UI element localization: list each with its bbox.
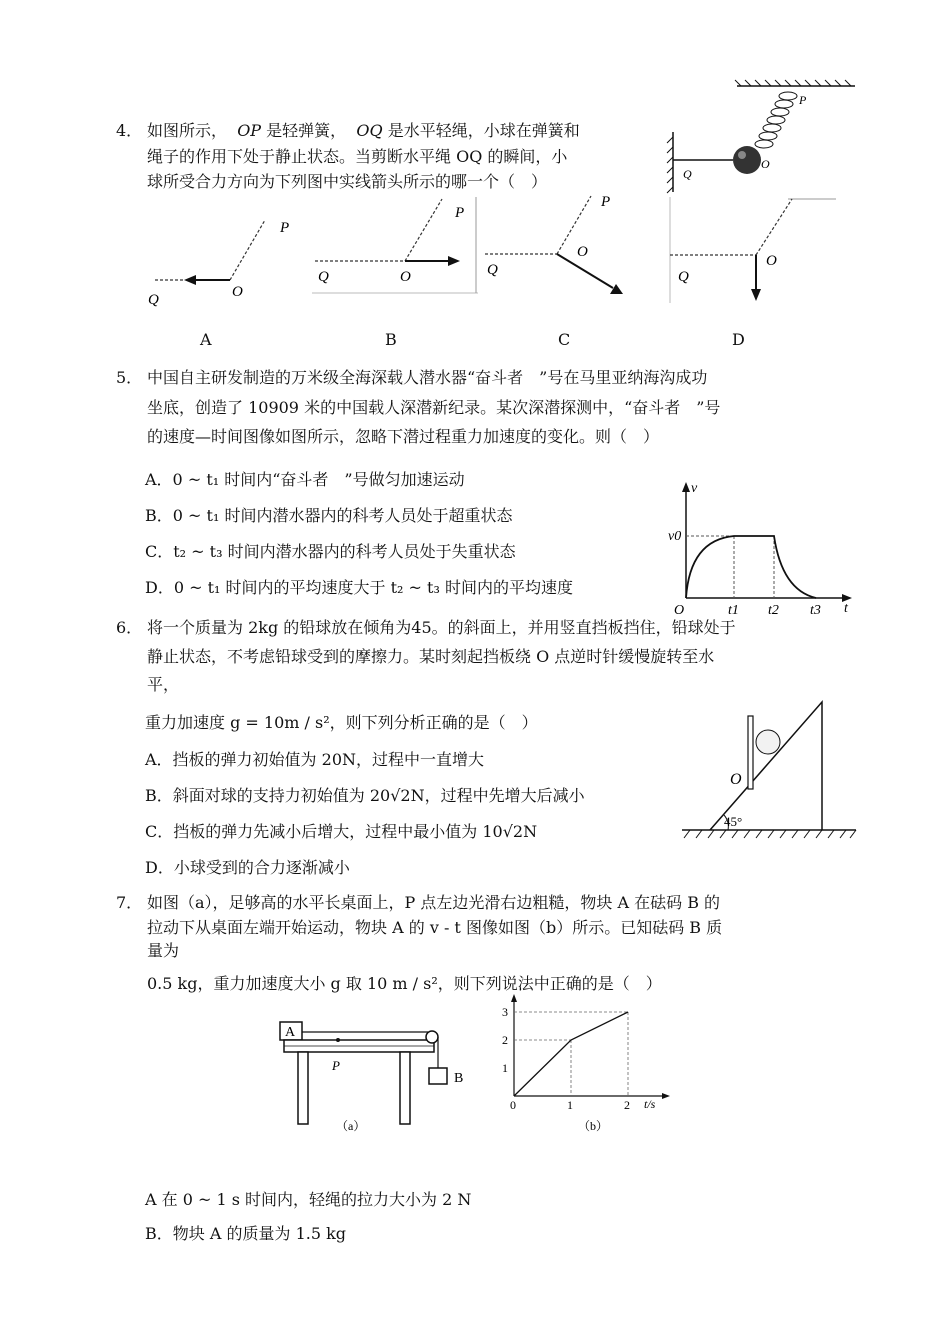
svg-text:t1: t1 [728, 603, 739, 618]
q7-fig-b-chart [498, 996, 678, 1136]
q6-line2: 静止状态，不考虑铅球受到的摩擦力。某时刻起挡板绕 O 点逆时针缓慢旋转至水 [147, 647, 715, 666]
q7-option-a[interactable]: A 在 0 ~ 1 s 时间内，轻绳的拉力大小为 2 N [145, 1190, 472, 1209]
svg-text:B: B [454, 1071, 464, 1086]
q6-incline-figure [680, 698, 860, 843]
q4-option-b[interactable]: B [385, 330, 397, 349]
svg-text:O: O [730, 771, 742, 788]
q4-option-d-figure [668, 195, 838, 305]
y-tick-label: 3 [502, 1005, 508, 1019]
vt-series-line [514, 1012, 628, 1096]
svg-text:O: O [400, 269, 411, 285]
svg-text:P: P [280, 220, 290, 236]
svg-text:t3: t3 [810, 603, 821, 618]
q4-line2: 绳子的作用下处于静止状态。当剪断水平绳 OQ 的瞬间，小 [147, 147, 568, 166]
svg-text:P: P [601, 194, 611, 210]
q5-option-d[interactable]: D．0 ~ t₁ 时间内的平均速度大于 t₂ ~ t₃ 时间内的平均速度 [145, 578, 573, 597]
q4-option-d[interactable]: D [732, 330, 745, 349]
svg-text:t: t [844, 601, 848, 616]
svg-text:O: O [674, 603, 685, 618]
svg-text:Q: Q [148, 292, 159, 308]
svg-text:P: P [332, 1058, 340, 1073]
q7-line3: 量为 [147, 941, 180, 960]
q4-option-a-figure [140, 210, 300, 320]
q6-number: 6． [116, 618, 143, 637]
q6-line1: 将一个质量为 2kg 的铅球放在倾角为45。的斜面上，并用竖直挡板挡住，铅球处于 [147, 618, 736, 637]
svg-text:O: O [577, 244, 588, 260]
svg-text:P: P [455, 205, 465, 221]
q7-line4: 0.5 kg，重力加速度大小 g 取 10 m / s²，则下列说法中正确的是（ ） [147, 974, 662, 993]
q5-option-c[interactable]: C．t₂ ~ t₃ 时间内潜水器内的科考人员处于失重状态 [145, 542, 516, 561]
q7-number: 7． [116, 893, 143, 912]
q4-number: 4． [116, 121, 143, 140]
vt-curve [686, 536, 816, 598]
spring-coil [755, 92, 797, 148]
svg-text:O: O [766, 253, 777, 269]
q6-option-a[interactable]: A．挡板的弹力初始值为 20N，过程中一直增大 [145, 750, 485, 769]
q7-fig-a [276, 1016, 476, 1136]
svg-text:45°: 45° [724, 814, 743, 829]
svg-text:v0: v0 [668, 529, 682, 544]
q4-line1: 如图所示， OP 是轻弹簧， OQ 是水平轻绳，小球在弹簧和 [147, 121, 580, 140]
q4-main-figure [665, 82, 865, 192]
x-tick-label: 0 [510, 1098, 516, 1112]
label-Q: Q [683, 167, 692, 181]
q4-option-a[interactable]: A [200, 330, 212, 349]
label-P: P [799, 93, 807, 107]
svg-text:v: v [691, 481, 698, 496]
svg-text:Q: Q [318, 269, 329, 285]
fig-b-caption: （b） [578, 1119, 609, 1133]
q4-option-b-figure [310, 195, 480, 295]
svg-text:（a）: （a） [336, 1119, 366, 1133]
x-tick-label: 1 [567, 1098, 573, 1112]
x-axis-label: t/s [644, 1097, 656, 1111]
q6-line3: 平， [147, 675, 180, 694]
q7-line1: 如图（a），足够高的水平长桌面上，P 点左边光滑右边粗糙，物块 A 在砝码 B 的 [147, 893, 721, 912]
q5-line3: 的速度—时间图像如图所示，忽略下潜过程重力加速度的变化。则（ ） [147, 427, 660, 446]
q6-option-d[interactable]: D．小球受到的合力逐渐减小 [145, 858, 350, 877]
q7-line2: 拉动下从桌面左端开始运动，物块 A 的 v - t 图像如图（b）所示。已知砝码 B 质 [147, 918, 723, 937]
y-tick-label: 2 [502, 1033, 508, 1047]
q5-option-a[interactable]: A．0 ~ t₁ 时间内“奋斗者 ”号做匀加速运动 [145, 470, 465, 489]
label-O: O [761, 157, 770, 171]
q4-option-c-figure [483, 190, 633, 300]
q6-line4: 重力加速度 g = 10m / s²，则下列分析正确的是（ ） [145, 713, 538, 732]
q5-line1: 中国自主研发制造的万米级全海深载人潜水器“奋斗者 ”号在马里亚纳海沟成功 [147, 368, 708, 387]
q5-vt-graph [664, 478, 864, 618]
svg-text:O: O [232, 284, 243, 300]
q5-line2: 坐底，创造了 10909 米的中国载人深潜新纪录。某次深潜探测中，“奋斗者 ”号 [147, 398, 721, 417]
svg-text:A: A [285, 1025, 296, 1040]
q5-number: 5． [116, 368, 143, 387]
q5-option-b[interactable]: B．0 ~ t₁ 时间内潜水器内的科考人员处于超重状态 [145, 506, 513, 525]
x-tick-label: 2 [624, 1098, 630, 1112]
svg-text:Q: Q [487, 262, 498, 278]
q4-line3: 球所受合力方向为下列图中实线箭头所示的哪一个（ ） [147, 172, 548, 191]
q6-option-b[interactable]: B．斜面对球的支持力初始值为 20√2N，过程中先增大后减小 [145, 786, 585, 805]
svg-text:Q: Q [678, 269, 689, 285]
q4-option-c[interactable]: C [558, 330, 571, 349]
q7-option-b[interactable]: B．物块 A 的质量为 1.5 kg [145, 1224, 347, 1243]
y-tick-label: 1 [502, 1061, 508, 1075]
svg-text:t2: t2 [768, 603, 779, 618]
q6-option-c[interactable]: C．挡板的弹力先减小后增大，过程中最小值为 10√2N [145, 822, 538, 841]
